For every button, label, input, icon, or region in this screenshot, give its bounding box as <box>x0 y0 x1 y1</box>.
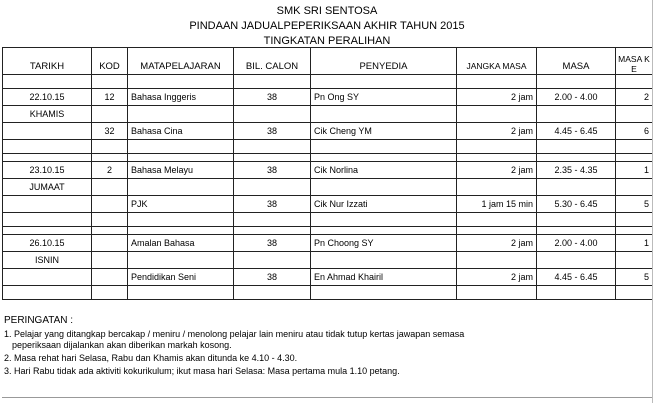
spacer-row <box>3 140 653 154</box>
table-row <box>3 179 653 196</box>
penyedia-cell: En Ahmad Khairil <box>311 269 457 286</box>
calon-cell: 38 <box>234 196 311 213</box>
col-masa: MASA <box>537 48 616 75</box>
penyedia-cell: Cik Norlina <box>311 162 457 179</box>
table-row <box>3 196 653 213</box>
day-separator <box>3 227 653 235</box>
penyedia-cell: Pn Choong SY <box>311 235 457 252</box>
subject-cell: PJK <box>128 196 234 213</box>
col-penyedia: PENYEDIA <box>311 48 457 75</box>
calon-cell: 38 <box>234 235 311 252</box>
col-masa-ke-line2: E <box>631 64 637 74</box>
col-masa-ke <box>616 48 653 75</box>
masa-cell: 5.30 - 6.45 <box>537 196 616 213</box>
jangka-cell: 2 jam <box>457 123 537 140</box>
day-cell: KHAMIS <box>3 106 92 123</box>
kod-cell: 12 <box>92 89 128 106</box>
table-row <box>3 162 653 179</box>
masa-cell: 2.00 - 4.00 <box>537 235 616 252</box>
col-jangka-masa: JANGKA MASA <box>457 48 537 75</box>
date-cell: 23.10.15 <box>3 162 92 179</box>
kod-cell <box>92 196 128 213</box>
jangka-cell: 2 jam <box>457 89 537 106</box>
col-matapelajaran: MATAPELAJARAN <box>128 48 234 75</box>
masa-cell: 2.00 - 4.00 <box>537 89 616 106</box>
masa-ke-cell: 2 <box>616 89 653 106</box>
calon-cell: 38 <box>234 162 311 179</box>
date-cell: 22.10.15 <box>3 89 92 106</box>
notes-heading: PERINGATAN : <box>4 315 74 326</box>
table-row <box>3 106 653 123</box>
masa-cell: 4.45 - 6.45 <box>537 123 616 140</box>
subject-cell: Bahasa Inggeris <box>128 89 234 106</box>
jangka-cell: 1 jam 15 min <box>457 196 537 213</box>
note-item: 2. Masa rehat hari Selasa, Rabu dan Khamis akan ditunda ke 4.10 - 4.30. <box>4 353 298 363</box>
calon-cell: 38 <box>234 269 311 286</box>
table-row <box>3 89 653 106</box>
day-separator <box>3 154 653 162</box>
masa-ke-cell: 5 <box>616 269 653 286</box>
table-row <box>3 252 653 269</box>
notes-section <box>4 315 644 379</box>
kod-cell: 32 <box>92 123 128 140</box>
col-bil-calon: BIL. CALON <box>234 48 311 75</box>
note-item: 3. Hari Rabu tidak ada aktiviti kokurikulum; ikut masa hari Selasa: Masa pertama mula 1.10 petang. <box>4 366 400 376</box>
document-title: PINDAAN JADUALPEPERIKSAAN AKHIR TAHUN 2015 <box>189 20 465 32</box>
calon-cell: 38 <box>234 89 311 106</box>
masa-cell: 4.45 - 6.45 <box>537 269 616 286</box>
jangka-cell: 2 jam <box>457 162 537 179</box>
col-masa-ke-line1: MASA K <box>618 54 650 64</box>
spacer-row <box>3 286 653 300</box>
level-title: TINGKATAN PERALIHAN <box>263 35 391 47</box>
note-item: peperiksaan dijalankan akan diberikan markah kosong. <box>12 340 232 350</box>
subject-cell: Pendidikan Seni <box>128 269 234 286</box>
masa-ke-cell: 1 <box>616 162 653 179</box>
note-item: 1. Pelajar yang ditangkap bercakap / meniru / menolong pelajar lain meniru atau tidak tutup kertas jawapan semasa <box>4 329 465 339</box>
table-row <box>3 123 653 140</box>
masa-ke-cell: 1 <box>616 235 653 252</box>
penyedia-cell: Cik Cheng YM <box>311 123 457 140</box>
spacer-row <box>3 213 653 227</box>
masa-cell: 2.35 - 4.35 <box>537 162 616 179</box>
exam-schedule-table <box>2 47 653 300</box>
calon-cell: 38 <box>234 123 311 140</box>
subject-cell: Bahasa Melayu <box>128 162 234 179</box>
penyedia-cell: Pn Ong SY <box>311 89 457 106</box>
masa-ke-cell: 5 <box>616 196 653 213</box>
kod-cell: 2 <box>92 162 128 179</box>
col-kod: KOD <box>92 48 128 75</box>
date-cell: 26.10.15 <box>3 235 92 252</box>
bottom-border <box>2 397 652 398</box>
col-tarikh: TARIKH <box>3 48 92 75</box>
header-row <box>3 48 653 75</box>
jangka-cell: 2 jam <box>457 269 537 286</box>
jangka-cell: 2 jam <box>457 235 537 252</box>
right-border <box>652 0 653 403</box>
school-name: SMK SRI SENTOSA <box>276 5 378 17</box>
day-cell: ISNIN <box>3 252 92 269</box>
subject-cell: Bahasa Cina <box>128 123 234 140</box>
day-cell: JUMAAT <box>3 179 92 196</box>
kod-cell <box>92 269 128 286</box>
kod-cell <box>92 235 128 252</box>
masa-ke-cell: 6 <box>616 123 653 140</box>
subject-cell: Amalan Bahasa <box>128 235 234 252</box>
spacer-row <box>3 75 653 89</box>
penyedia-cell: Cik Nur Izzati <box>311 196 457 213</box>
table-row <box>3 235 653 252</box>
table-row <box>3 269 653 286</box>
